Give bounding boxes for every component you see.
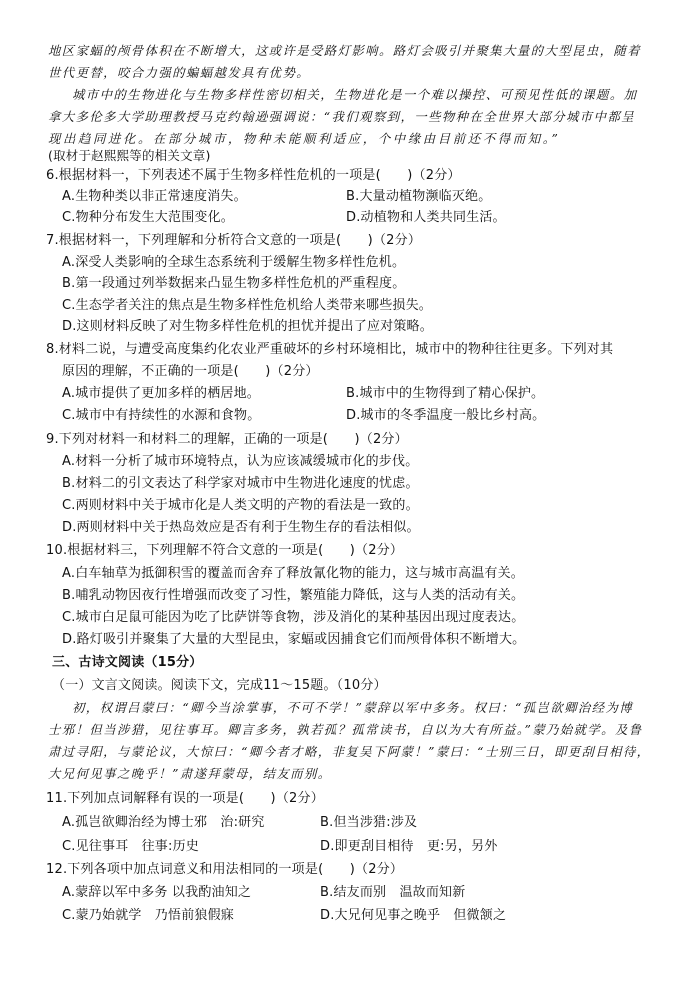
- option-a: A.生物种类以非正常速度消失。: [62, 189, 247, 204]
- option-b: B.大量动植物濒临灭绝。: [346, 189, 492, 204]
- section-title: 三、古诗文阅读（15分）: [52, 655, 203, 670]
- option-d: D.路灯吸引并聚集了大量的大型昆虫，家蝠或因捕食它们而颅骨体积不断增大。: [62, 632, 526, 647]
- option-c: C.城市中有持续性的水源和食物。: [62, 408, 261, 423]
- option-c: C.见往事耳 往事:历史: [62, 839, 199, 854]
- option-d: D.这则材料反映了对生物多样性危机的担忧并提出了应对策略。: [62, 319, 433, 334]
- material-line: 世代更替，咬合力强的蝙蝠越发具有优势。: [48, 65, 311, 80]
- option-c: C.物种分布发生大范围变化。: [62, 210, 235, 225]
- option-row: [62, 813, 654, 833]
- question-stem: 11.下列加点词解释有误的一项是( )（2分）: [46, 791, 324, 806]
- passage-line: 大兄何见事之晚乎！”肃遂拜蒙母，结友而别。: [48, 766, 332, 781]
- option-d: D.即更刮目相待 更:另，另外: [320, 839, 498, 854]
- passage-line: 初，权谓吕蒙曰：“卿今当涂掌事，不可不学！”蒙辞以军中多务。权曰：“孤岂欲卿治经为博: [72, 700, 634, 715]
- option-b: B.城市中的生物得到了精心保护。: [346, 386, 545, 401]
- option-d: D.城市的冬季温度一般比乡村高。: [346, 408, 546, 423]
- option-row: [62, 187, 654, 207]
- option-d: D.动植物和人类共同生活。: [346, 210, 506, 225]
- option-b: B.但当涉猎:涉及: [320, 815, 418, 830]
- option-c: C.蒙乃始就学 乃悟前狼假寐: [62, 908, 235, 923]
- option-b: B.第一段通过列举数据来凸显生物多样性危机的严重程度。: [62, 276, 406, 291]
- option-a: A.城市提供了更加多样的栖居地。: [62, 386, 260, 401]
- option-b: B.材料二的引文表达了科学家对城市中生物进化速度的忧虑。: [62, 476, 419, 491]
- material-line: 拿大多伦多大学助理教授马克约翰逊强调说：“我们观察到，一些物种在全世界大部分城市中都呈: [48, 109, 635, 124]
- material-line: 城市中的生物进化与生物多样性密切相关，生物进化是一个难以操控、可预见性低的课题。加: [72, 87, 638, 102]
- material-line: 现出趋同进化。在部分城市，物种未能顺利适应，个中缘由目前还不得而知。”: [48, 131, 561, 146]
- question-stem: 10.根据材料三，下列理解不符合文意的一项是( )（2分）: [46, 543, 404, 558]
- option-b: B.哺乳动物因夜行性增强而改变了习性，繁殖能力降低，这与人类的活动有关。: [62, 588, 525, 603]
- question-stem: 7.根据材料一，下列理解和分析符合文意的一项是( )（2分）: [46, 233, 422, 248]
- question-stem: 12.下列各项中加点词意义和用法相同的一项是( )（2分）: [46, 862, 404, 877]
- option-a: A.白车轴草为抵御积雪的覆盖而舍弃了释放氰化物的能力，这与城市高温有关。: [62, 566, 524, 581]
- question-stem: 8.材料二说，与遭受高度集约化农业严重破坏的乡村环境相比，城市中的物种往往更多。下列对其: [46, 342, 614, 357]
- question-stem-cont: 原因的理解，不正确的一项是( )（2分）: [62, 364, 319, 379]
- material-line: 地区家蝠的颅骨体积在不断增大，这或许是受路灯影响。路灯会吸引并聚集大量的大型昆虫，随着: [48, 43, 641, 58]
- question-stem: 9.下列对材料一和材料二的理解，正确的一项是( )（2分）: [46, 432, 408, 447]
- option-row: [62, 406, 654, 426]
- passage-line: 肃过寻阳，与蒙论议，大惊曰：“卿今者才略，非复吴下阿蒙！”蒙曰：“士别三日，即更刮目相待，: [48, 744, 651, 759]
- option-row: [62, 208, 654, 228]
- subsection-title: （一）文言文阅读。阅读下文，完成11～15题。（10分）: [52, 678, 387, 693]
- option-row: [62, 906, 654, 926]
- option-c: C.城市白足鼠可能因为吃了比萨饼等食物，涉及消化的某种基因出现过度表达。: [62, 610, 525, 625]
- option-row: [62, 883, 654, 903]
- option-a: A.材料一分析了城市环境特点，认为应该减缓城市化的步伐。: [62, 454, 419, 469]
- option-b: B.结友而别 温故而知新: [320, 885, 466, 900]
- option-d: D.两则材料中关于热岛效应是否有利于生物生存的看法相似。: [62, 520, 420, 535]
- option-a: A.孤岂欲卿治经为博士邪 治:研究: [62, 815, 265, 830]
- material-source: (取材于赵熙熙等的相关文章): [48, 148, 211, 163]
- option-c: C.两则材料中关于城市化是人类文明的产物的看法是一致的。: [62, 498, 419, 513]
- passage-line: 士邪！但当涉猎，见往事耳。卿言多务，孰若孤？孤常读书，自以为大有所益。”蒙乃始就学。及鲁: [48, 722, 643, 737]
- option-a: A.蒙辞以军中多务 以我酌油知之: [62, 885, 252, 900]
- option-row: [62, 384, 654, 404]
- option-d: D.大兄何见事之晚乎 但微颔之: [320, 908, 507, 923]
- option-a: A.深受人类影响的全球生态系统利于缓解生物多样性危机。: [62, 255, 406, 270]
- question-stem: 6.根据材料一，下列表述不属于生物多样性危机的一项是( )（2分）: [46, 168, 461, 183]
- option-c: C.生态学者关注的焦点是生物多样性危机给人类带来哪些损失。: [62, 298, 433, 313]
- option-row: [62, 837, 654, 857]
